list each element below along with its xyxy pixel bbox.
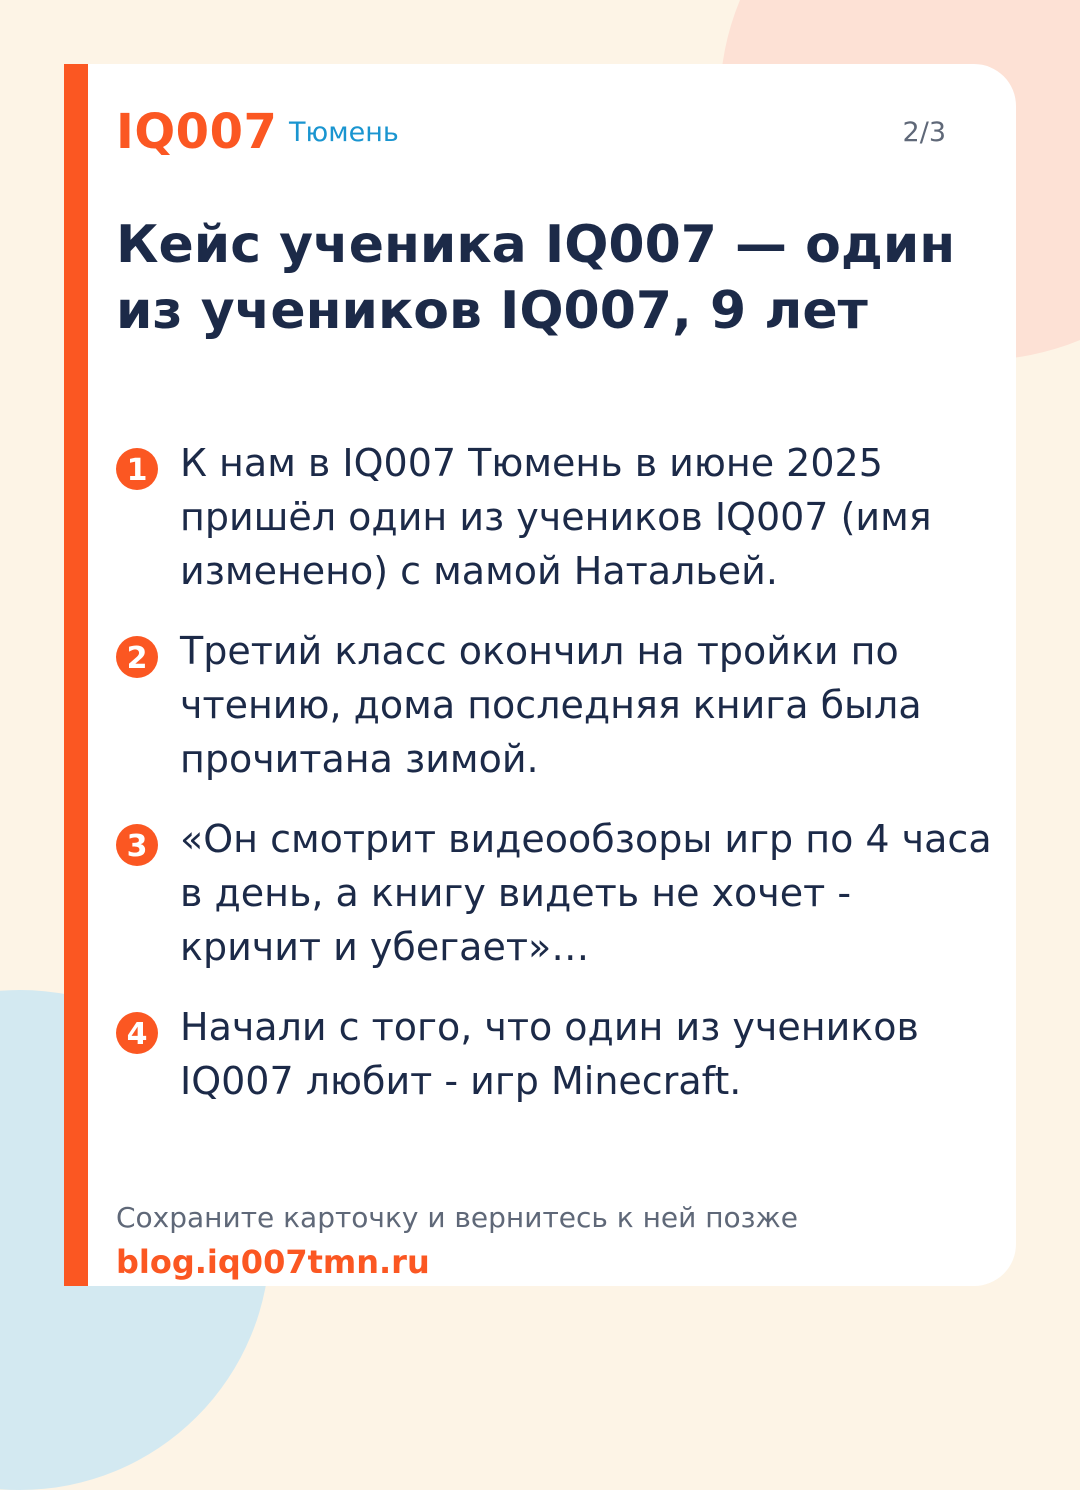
list-item-text: Третий класс окончил на тройки по чтению, дома последняя книга была прочитана зимой.: [180, 629, 922, 781]
city-label: Тюмень: [289, 117, 399, 148]
list-item: [116, 436, 996, 598]
list-item-text: Начали с того, что один из учеников IQ007 любит - игр Minecraft.: [180, 1005, 919, 1103]
content-card: [64, 64, 1016, 1286]
brand-logo: IQ007: [116, 104, 278, 160]
accent-bar: [64, 64, 88, 1286]
list-item: [116, 1000, 996, 1108]
card-title: Кейс ученика IQ007 — один из учеников IQ007, 9 лет: [116, 215, 956, 341]
number-badge: 4: [116, 1012, 158, 1054]
footer-note: Сохраните карточку и вернитесь к ней позже: [116, 1201, 798, 1234]
list-item: [116, 624, 996, 786]
list-item: [116, 812, 996, 974]
number-badge: 1: [116, 448, 158, 490]
blog-link[interactable]: blog.iq007tmn.ru: [116, 1243, 430, 1281]
number-badge: 2: [116, 636, 158, 678]
number-badge: 3: [116, 824, 158, 866]
page-counter: 2/3: [902, 117, 946, 148]
list-item-text: К нам в IQ007 Тюмень в июне 2025 пришёл один из учеников IQ007 (имя изменено) с мамой Натальей.: [180, 441, 932, 593]
list-item-text: «Он смотрит видеообзоры игр по 4 часа в день, а книгу видеть не хочет - кричит и убегает»…: [180, 817, 992, 969]
case-points-list: [116, 436, 996, 1134]
